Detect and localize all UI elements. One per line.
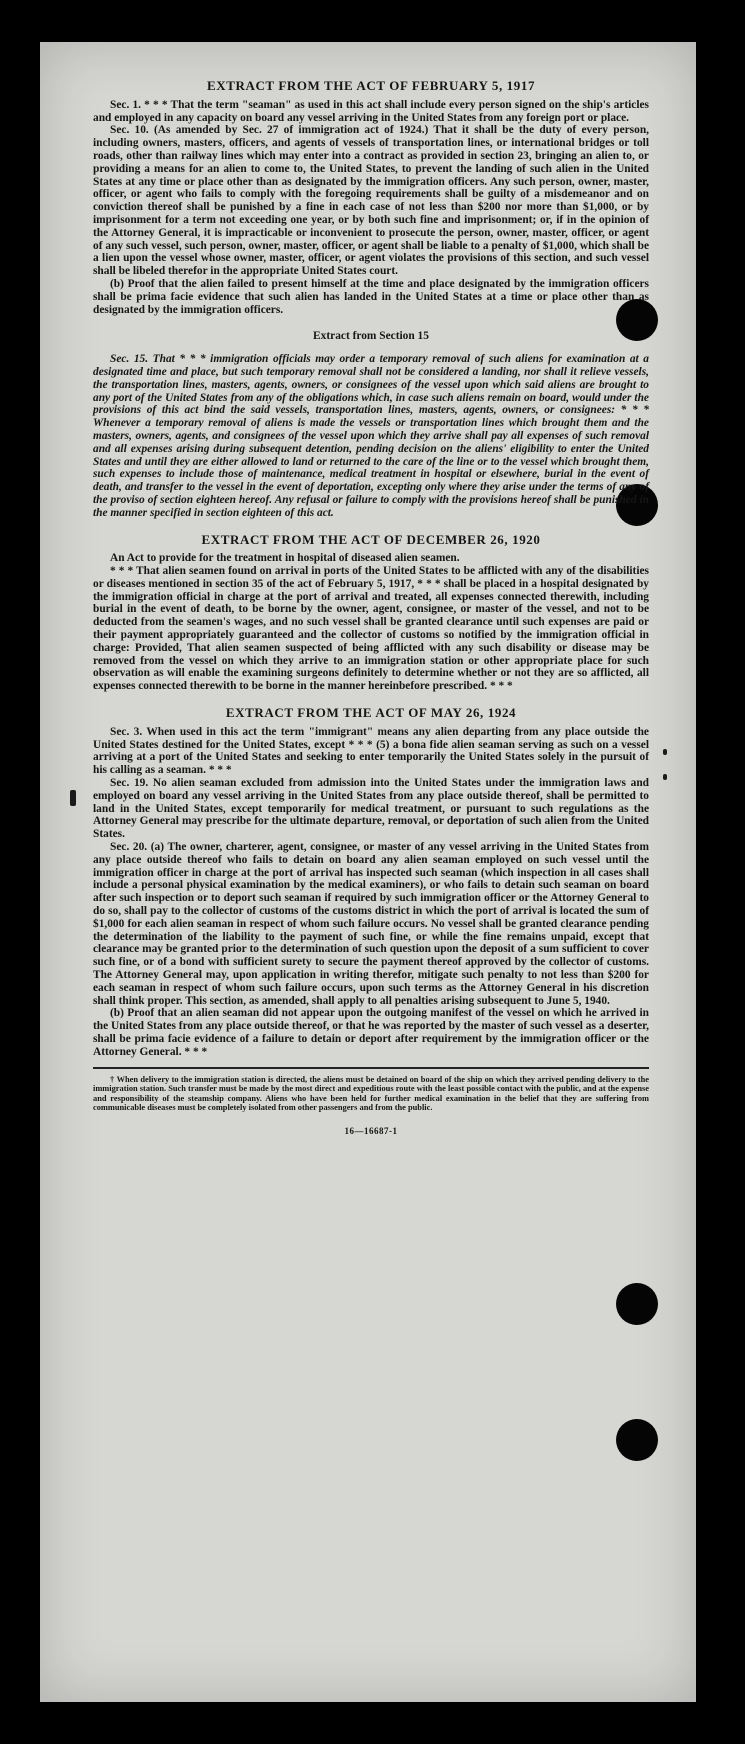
heading-act-1924: EXTRACT FROM THE ACT OF MAY 26, 1924 bbox=[225, 705, 517, 721]
section-10-b: (b) Proof that the alien failed to present himself at the time and place designated by the immigration officers shall be prima facie evidence that such alien has landed in the United States at a time or place other than as designated by the immigration officers. bbox=[93, 277, 649, 316]
document-text bbox=[93, 80, 649, 1138]
heading-section-15: Extract from Section 15 bbox=[313, 330, 429, 343]
section-20: Sec. 20. (a) The owner, charterer, agent, consignee, or master of any vessel arriving in the United States from any place outside thereof who fails to detain on board any alien seaman employed on such vessel until the immigration officer in charge at the port of arrival has inspected such seaman (which inspection in all cases shall include a personal physical examination by the medical examiners), or who fails to detain such seaman on board after such inspection or to deport such seaman if required by such immigration officer or the Attorney General to do so, shall pay to the collector of customs of the customs district in which the port of arrival is located the sum of $1,000 for each alien seaman in respect of whom such failure occurs. No vessel shall be granted clearance pending the determination of the liability to the payment of such fine, or while the fine remains unpaid, except that clearance may be granted prior to the determination of such question upon the deposit of a sum sufficient to cover such fine, or of a bond with sufficient surety to secure the payment thereof approved by the collector of customs. The Attorney General may, upon application in writing therefor, mitigate such penalty to not less than $200 for each seaman in respect of whom such failure occurs, upon such terms as the Attorney General in his discretion shall think proper. This section, as amended, shall apply to all penalties arising subsequent to June 5, 1940. bbox=[93, 841, 649, 1007]
punch-hole-4 bbox=[616, 1419, 658, 1461]
heading-act-1917: EXTRACT FROM THE ACT OF FEBRUARY 5, 1917 bbox=[206, 78, 536, 93]
section-1: Sec. 1. * * * That the term "seaman" as used in this act shall include every person signed on the ship's articles and employed in any capacity on board any vessel arriving in the United States from any foreign port or place. bbox=[93, 98, 649, 124]
section-10: Sec. 10. (As amended by Sec. 27 of immigration act of 1924.) That it shall be the duty of every person, including owners, masters, officers, and agents of vessels of transportation lines, or international bridges or toll roads, other than railway lines which may enter into a contract as provided in section 23, bringing an alien to, or providing a means for an alien to come to, the United States, to prevent the landing of such alien in the United States at any time or place other than as designated by the immigration officers. Any such person, owner, master, officer, or agent who fails to comply with the foregoing requirements shall be guilty of a misdemeanor and on conviction thereof shall be punished by a fine in each case of not less than $200 nor more than $1,000, or by imprisonment for a term not exceeding one year, or by both such fine and imprisonment; or, if in the opinion of the Attorney General, it is impracticable or inconvenient to prosecute the person, owner, master, officer, or agent of any such vessel, such person, owner, master, officer, or agent shall be liable to a penalty of $1,000, which shall be a lien upon the vessel whose owner, master, officer, or agent violates the provisions of this section, and such vessel shall be libeled therefor in the appropriate United States court. bbox=[93, 124, 649, 278]
form-number: 16—16687-1 bbox=[344, 1125, 398, 1136]
footnote-divider bbox=[93, 1067, 649, 1069]
ink-speck bbox=[663, 749, 667, 755]
section-3: Sec. 3. When used in this act the term "immigrant" means any alien departing from any place outside the United States destined for the United States, except * * * (5) a bona fide alien seaman serving as such on a vessel arriving at a port of the United States and seeking to enter temporarily the United States solely in the pursuit of his calling as a seaman. * * * bbox=[93, 725, 649, 777]
act-1920-body: * * * That alien seamen found on arrival in ports of the United States to be afflicted with any of the disabilities or diseases mentioned in section 35 of the act of February 5, 1917, * * * shall be placed in a hospital designated by the immigration official in charge at the port of arrival and treated, all expenses connected therewith, including burial in the event of death, to be borne by the owner, agent, consignee, or master of the vessel, and not to be deducted from the seamen's wages, and no such vessel shall be granted clearance until such expenses are paid or their payment appropriately guaranteed and the collector of customs so notified by the immigration official in charge: Provided, That alien seamen suspected of being afflicted with any such disability or disease may be removed from the vessel on which they arrive to an immigration station or other appropriate place for such observation as will enable the examining surgeons definitely to determine whether or not they are so afflicted, all expenses connected therewith to be borne in the manner hereinbefore prescribed. * * * bbox=[93, 565, 649, 693]
section-15: Sec. 15. That * * * immigration officials may order a temporary removal of such aliens for examination at a designated time and place, but such temporary removal shall not be considered a landing, nor shall it relieve vessels, the transportation lines, masters, agents, owners, or consignees of the vessel upon which said aliens are brought to any port of the United States from any of the obligations which, in case such aliens remain on board, would under the provisions of this act bind the said vessels, transportation lines, masters, agents, owners, or consignees: * * * Whenever a temporary removal of aliens is made the vessels or transportation lines which brought them and the masters, owners, agents, and consignees of the vessel upon which they arrive shall pay all expenses of such removal and all expenses arising during subsequent detention, pending decision on the aliens' eligibility to enter the United States and until they are either allowed to land or returned to the care of the line or to the vessel which brought them, such expenses to include those of maintenance, medical treatment in hospital or elsewhere, burial in the event of death, and transfer to the vessel in the event of deportation, excepting only where they arise under the terms of any of the proviso of section eighteen hereof. Any refusal or failure to comply with the provisions hereof shall be punished in the manner specified in section eighteen of this act. bbox=[93, 353, 649, 519]
footnote: † When delivery to the immigration station is directed, the aliens must be detained on board of the ship on which they arrived pending delivery to the immigration station. Such transfer must be made by the most direct and expeditious route with the least possible contact with the public, and at the expense and responsibility of the steamship company. Aliens who have been held for further medical examination in the belief that they are suffering from communicable diseases must be completely isolated from other passengers and from the public. bbox=[93, 1074, 649, 1113]
section-20-b: (b) Proof that an alien seaman did not appear upon the outgoing manifest of the vessel on which he arrived in the United States from any place outside thereof, or that he was reported by the master of such vessel as a deserter, shall be prima facie evidence of a failure to detain or deport after requirement by the immigration officer or the Attorney General. * * * bbox=[93, 1007, 649, 1058]
punch-hole-3 bbox=[616, 1283, 658, 1325]
heading-act-1920: EXTRACT FROM THE ACT OF DECEMBER 26, 1920 bbox=[201, 531, 541, 547]
section-19: Sec. 19. No alien seaman excluded from admission into the United States under the immigration laws and employed on board any vessel arriving in the United States from any place outside thereof, shall be permitted to land in the United States, except temporarily for medical treatment, or pursuant to such regulations as the Attorney General may prescribe for the ultimate departure, removal, or deportation of such alien from the United States. bbox=[93, 777, 649, 841]
document-page bbox=[40, 42, 696, 1702]
act-1920-title: An Act to provide for the treatment in hospital of diseased alien seamen. bbox=[110, 552, 460, 565]
ink-speck bbox=[70, 790, 76, 806]
ink-speck bbox=[663, 774, 667, 780]
